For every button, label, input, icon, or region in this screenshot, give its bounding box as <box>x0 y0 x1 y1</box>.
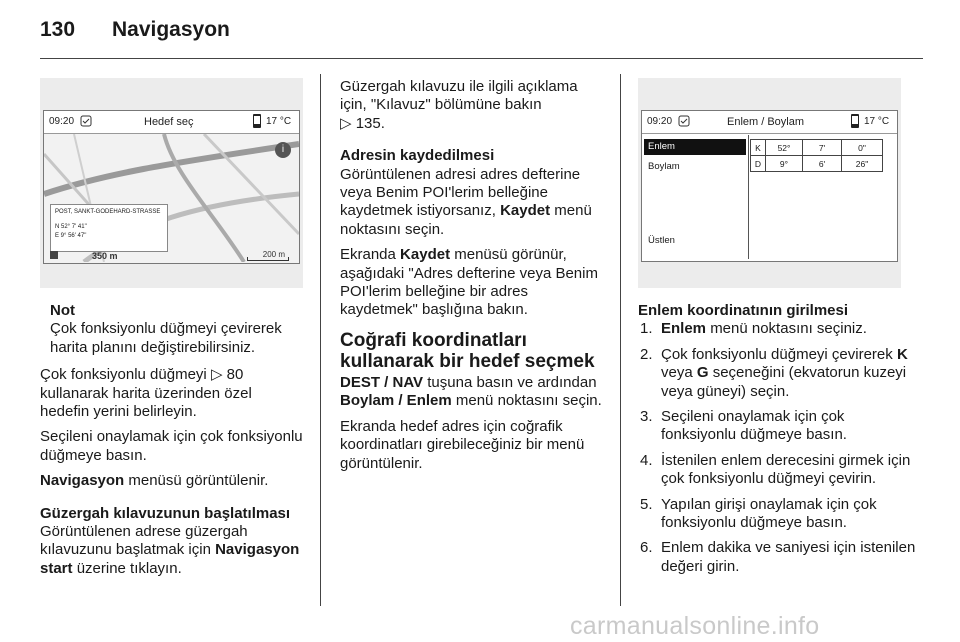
paragraph-coord-menu: Ekranda hedef adres için coğrafik koordinatları girebileceğiniz bir menü görüntülenir. <box>340 417 585 472</box>
step-text: Yapılan girişi onaylamak için çok fonksiyonlu düğmeye basın. <box>661 495 877 532</box>
coordinates-display-header <box>642 111 897 134</box>
section-title-save: Adresin kaydedilmesi <box>340 147 495 165</box>
coordinates-display <box>641 110 898 262</box>
degree-cell[interactable]: 9° <box>766 156 803 172</box>
step-text: Enlem dakika ve saniyesi için istenilen değeri girin. <box>661 539 916 575</box>
section-title-guidance: Güzergah kılavuzunun başlatılması <box>40 504 291 522</box>
column-2 <box>340 78 605 480</box>
south-label: G <box>696 364 709 382</box>
p2-text-b: menü noktasını seçin. <box>340 202 592 238</box>
p4-text-a: tuşuna basın ve ardından <box>427 373 597 391</box>
paragraph-guide-ref <box>340 78 605 133</box>
coords-title: Enlem / Boylam <box>727 116 805 128</box>
scale-bar <box>247 257 289 261</box>
map-screenshot <box>40 78 303 288</box>
note-title: Not <box>50 302 75 319</box>
clock-icon <box>678 115 690 130</box>
menu-item-apply[interactable]: Üstlen <box>648 235 675 246</box>
map-time: 09:20 <box>49 116 75 127</box>
header-rule <box>40 58 923 59</box>
list-item <box>638 346 923 401</box>
list-item <box>638 496 923 533</box>
p4-text-b: üzerine tıklayın. <box>76 559 182 577</box>
save-label-2: Kaydet <box>400 246 451 264</box>
list-item <box>638 408 923 445</box>
step-text-b: seçeneğini (ekvatorun kuzeyi veya güneyi) seçin. <box>661 364 907 400</box>
list-item <box>638 452 923 489</box>
note-block <box>40 302 305 357</box>
section-heading-coordinates: Coğrafi koordinatları kullanarak bir hedef seçmek <box>340 329 595 372</box>
map-temperature: 17 °C <box>266 116 292 127</box>
save-label: Kaydet <box>500 202 551 220</box>
page-title: Navigasyon <box>112 18 230 41</box>
coords-time: 09:20 <box>647 116 673 127</box>
map-marker-icon <box>50 251 58 259</box>
latitude-steps <box>638 320 923 576</box>
second-cell[interactable]: 26" <box>842 156 883 172</box>
direction-cell[interactable]: D <box>751 156 766 172</box>
coords-temperature: 17 °C <box>864 116 890 127</box>
info-icon[interactable]: i <box>275 142 291 158</box>
paragraph-knob <box>40 366 305 421</box>
p3-rest: menüsü görüntülenir. <box>128 472 269 490</box>
column-1 <box>40 302 305 585</box>
p1-ref: 80 <box>226 366 244 384</box>
reference-arrow-icon: ▷ <box>210 366 223 384</box>
step-text-a: Çok fonksiyonlu düğmeyi çevirerek <box>661 345 893 363</box>
page-number: 130 <box>40 18 76 41</box>
address-text: POST, SANKT-GODEHARD-STRASSE <box>55 209 161 215</box>
paragraph-start-guidance <box>40 523 305 578</box>
p3-text-a: Ekranda <box>340 246 396 264</box>
longitude-text: E 9° 56' 47" <box>55 233 87 239</box>
map-title: Hedef seç <box>144 116 194 128</box>
list-item <box>638 539 923 576</box>
step-number: 1. <box>640 320 653 338</box>
second-cell[interactable]: 0" <box>842 140 883 156</box>
step-number: 6. <box>640 539 653 557</box>
menu-divider <box>748 135 749 259</box>
navigation-start-label: Navigasyon start <box>40 541 300 577</box>
p3-text-b: menüsü görünür, aşağıdaki "Adres defterine veya Benim POI'lerim belleğine bir adres kaydetmek" başlığına bakın. <box>340 246 598 319</box>
section-title-latitude: Enlem koordinatının girilmesi <box>638 302 849 319</box>
note-text: Çok fonksiyonlu düğmeyi çevirerek harita planını değiştirebilirsiniz. <box>50 320 282 356</box>
degree-cell[interactable]: 52° <box>766 140 803 156</box>
reference-arrow-icon: ▷ <box>340 114 352 132</box>
scale-label: 200 m <box>262 250 285 259</box>
paragraph-save <box>340 166 605 240</box>
table-row <box>751 156 883 172</box>
list-item <box>638 320 923 338</box>
direction-cell[interactable]: K <box>751 140 766 156</box>
latitude-label: Enlem <box>661 320 707 338</box>
map-display <box>43 110 300 264</box>
address-infobox <box>50 204 168 252</box>
dest-nav-label: DEST / NAV <box>340 373 424 391</box>
paragraph-dest-nav <box>340 374 605 411</box>
p4-text-b: menü noktasını seçin. <box>455 392 602 410</box>
clock-icon <box>80 115 92 130</box>
menu-item-latitude[interactable]: Enlem <box>644 139 746 155</box>
coordinates-table <box>750 139 883 172</box>
p2-text-a: Görüntülenen adresi adres defterine veya Benim POI'lerim belleğine kaydetmek istiyorsanız, <box>340 165 581 220</box>
step-number: 3. <box>640 408 653 426</box>
step-text-mid: veya <box>661 364 693 382</box>
minute-cell[interactable]: 7' <box>803 140 842 156</box>
step-text: İstenilen enlem derecesini girmek için çok fonksiyonlu düğmeyi çevirin. <box>661 451 911 488</box>
p1-text: Güzergah kılavuzu ile ilgili açıklama için, "Kılavuz" bölümüne bakın <box>340 78 578 114</box>
column-divider-1 <box>320 74 321 606</box>
minute-cell[interactable]: 6' <box>803 156 842 172</box>
map-area <box>44 134 299 263</box>
coordinates-screenshot <box>638 78 901 288</box>
step-text: menü noktasını seçiniz. <box>710 320 867 338</box>
paragraph-save-menu <box>340 246 605 320</box>
paragraph-navigation-menu <box>40 472 305 490</box>
step-number: 5. <box>640 495 653 513</box>
latitude-text: N 52° 7' 41" <box>55 224 87 230</box>
column-3 <box>638 302 923 583</box>
page-header <box>40 18 230 42</box>
lat-lon-label: Boylam / Enlem <box>340 392 452 410</box>
watermark: carmanualsonline.info <box>570 612 820 640</box>
column-divider-2 <box>620 74 621 606</box>
phone-icon <box>850 114 860 131</box>
step-text: Seçileni onaylamak için çok fonksiyonlu düğmeye basın. <box>661 408 847 444</box>
step-number: 2. <box>640 345 653 363</box>
map-display-header <box>44 111 299 134</box>
p1-ref: 135. <box>355 114 385 132</box>
paragraph-confirm: Seçileni onaylamak için çok fonksiyonlu düğmeye basın. <box>40 428 303 464</box>
table-row <box>751 140 883 156</box>
step-number: 4. <box>640 451 653 469</box>
navigation-label: Navigasyon <box>40 472 125 490</box>
p4-text-a: Görüntülenen adrese güzergah kılavuzunu başlatmak için <box>40 523 248 559</box>
p1-text-b: kullanarak harita üzerinden özel hedefin yerini belirleyin. <box>40 384 252 421</box>
north-label: K <box>896 345 908 363</box>
p1-text-a: Çok fonksiyonlu düğmeyi <box>40 366 207 384</box>
distance-label: 350 m <box>92 251 118 261</box>
phone-icon <box>252 114 262 131</box>
menu-item-longitude[interactable]: Boylam <box>648 161 680 172</box>
